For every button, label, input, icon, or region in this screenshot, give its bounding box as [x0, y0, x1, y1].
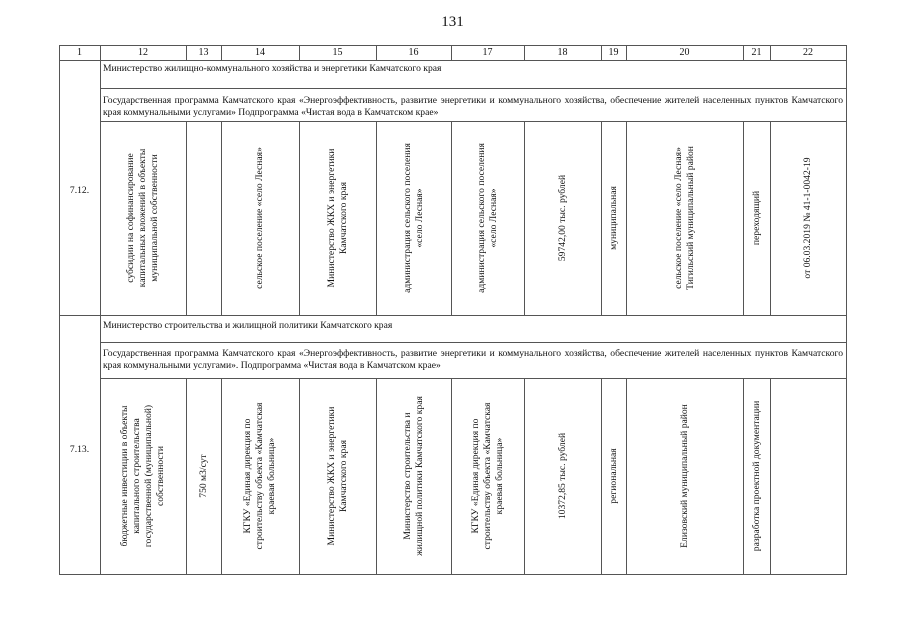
cell-col-21: переходящий — [750, 190, 762, 246]
cell-col-19: муниципальная — [607, 186, 619, 250]
cell-col-15: Министерство ЖКХ и энергетики Камчатского края — [325, 406, 349, 546]
column-header: 21 — [751, 47, 762, 58]
grid-line — [59, 574, 847, 575]
cell-col-16: Министерство строительства и жилищной политики Камчатского края — [401, 396, 425, 556]
column-header: 15 — [332, 47, 343, 58]
row-number: 7.13. — [69, 444, 90, 455]
cell-col-14: КГКУ «Единая дирекция по строительству объекта «Камчатская краевая больница» — [242, 402, 277, 550]
cell-col-14: сельское поселение «село Лесная» — [254, 147, 265, 289]
cell-col-20: сельское поселение «село Лесная» Тигильский муниципальный район — [672, 146, 696, 290]
grid-line — [59, 60, 847, 61]
cell-col-13: 750 м3/сут — [197, 454, 209, 498]
cell-col-22: от 06.03.2019 № 41-1-0042-19 — [802, 157, 813, 279]
column-header: 1 — [77, 47, 82, 58]
program-title: Государственная программа Камчатского края «Энергоэффективность, развитие энергетики и коммунального хозяйства, обеспечение жителей населенных пунктов Камчатского края коммунальными услугами» Подпрограмма «Чистая вода в Камчатском крае» — [103, 95, 843, 118]
grid-line — [100, 88, 847, 89]
cell-col-18: 10372,85 тыс. рублей — [556, 432, 568, 520]
cell-col-16: администрация сельского поселения «село Лесная» — [401, 143, 425, 293]
grid-line — [100, 342, 847, 343]
grid-line — [59, 45, 60, 575]
column-header: 20 — [679, 47, 690, 58]
cell-col-13 — [186, 121, 221, 315]
program-title: Государственная программа Камчатского края «Энергоэффективность, развитие энергетики и коммунального хозяйства, обеспечение жителей населенных пунктов Камчатского края коммунальными услугами». Подпрограмма «Чистая вода в Камчатском крае» — [103, 348, 843, 371]
ministry-title: Министерство строительства и жилищной политики Камчатского края — [103, 320, 393, 331]
row-number: 7.12. — [69, 185, 90, 196]
column-header: 17 — [482, 47, 493, 58]
column-header: 19 — [608, 47, 619, 58]
column-header: 16 — [408, 47, 419, 58]
grid-line — [59, 315, 847, 316]
column-header: 22 — [803, 47, 813, 58]
cell-col-12: бюджетные инвестиции в объекты капитального строительства государственной (муниципальной) собственности — [119, 404, 166, 548]
column-header: 18 — [557, 47, 568, 58]
cell-col-19: региональная — [607, 448, 619, 504]
column-header: 12 — [138, 47, 148, 58]
cell-col-12: субсидии на софинансирование капитальных вложений в объекты муниципальной собственности — [125, 148, 160, 288]
cell-col-17: КГКУ «Единая дирекция по строительству объекта «Камчатская краевая больница» — [469, 402, 505, 550]
page-number: 131 — [441, 14, 464, 30]
cell-col-21: разработка проектной документации — [750, 400, 762, 552]
cell-col-17: администрация сельского поселения «село Лесная» — [475, 143, 499, 293]
column-header: 13 — [198, 47, 209, 58]
grid-line — [846, 45, 847, 575]
cell-col-18: 59742,00 тыс. рублей — [556, 174, 568, 262]
column-header: 14 — [255, 47, 265, 58]
cell-col-15: Министерство ЖКХ и энергетики Камчатского края — [325, 148, 349, 288]
cell-col-20: Елизовский муниципальный район — [678, 404, 690, 548]
ministry-title: Министерство жилищно-коммунального хозяйства и энергетики Камчатского края — [103, 63, 442, 74]
cell-col-22 — [770, 378, 846, 574]
